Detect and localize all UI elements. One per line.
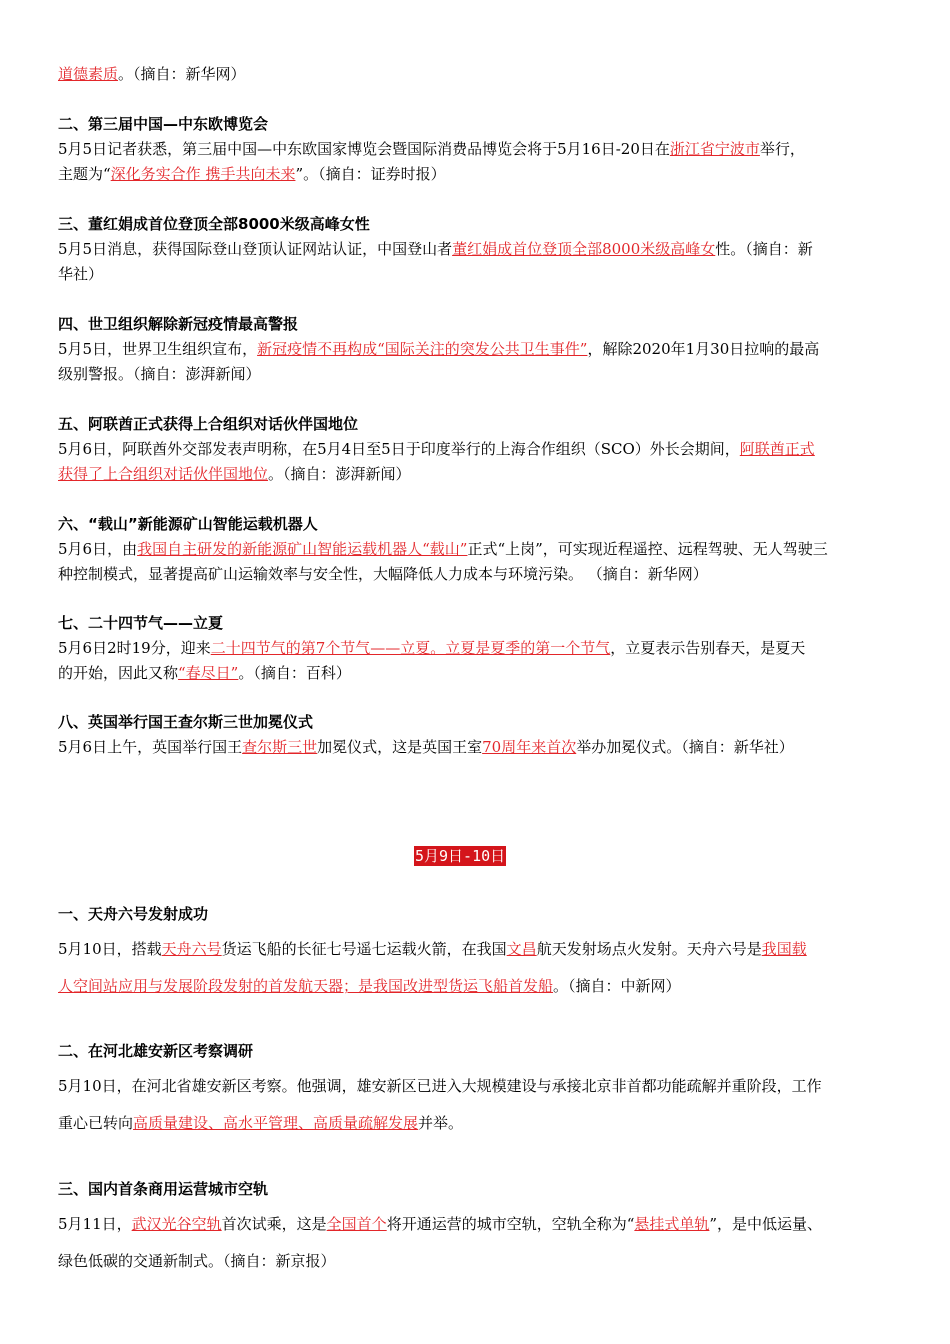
date-banner: 5月9日-10日 [415, 847, 506, 865]
news-body [58, 137, 898, 187]
body-text: 5月10日，在河北省雄安新区考察。他强调，雄安新区已进入大规模建设与承接北京非首都功能疏解并重阶段，工作 [58, 1077, 822, 1095]
body-text: 加冕仪式，这是英国王室 [317, 738, 483, 756]
body-text: 5月5日，世界卫生组织宣布， [58, 340, 258, 358]
body-text: 并举。 [418, 1114, 464, 1132]
body-text: 举办加冕仪式。（摘自：新华社） [576, 738, 794, 756]
body-text: ”，是中低运量、 [709, 1215, 823, 1233]
body-text: 级别警报。（摘自：澎湃新闻） [58, 365, 261, 383]
news-item [58, 312, 898, 387]
news-heading: 八、英国举行国王查尔斯三世加冕仪式 [58, 713, 314, 731]
body-text: 5月6日2时19分，迎来 [58, 639, 211, 657]
body-text: 。（摘自：澎湃新闻） [268, 465, 411, 483]
news-item [58, 611, 898, 686]
news-heading: 一、天舟六号发射成功 [58, 905, 209, 923]
news-body [58, 1068, 898, 1142]
body-text: 绿色低碳的交通新制式。（摘自：新京报） [58, 1252, 336, 1270]
body-text: 5月5日记者获悉，第三届中国—中东欧国家博览会暨国际消费品博览会将于5月16日-20日在 [58, 140, 670, 158]
body-text: 货运飞船的长征七号遥七运载火箭，在我国 [221, 940, 507, 958]
body-text: 航天发射场点火发射。天舟六号是 [536, 940, 762, 958]
intro-paragraph [58, 62, 898, 87]
news-body [58, 931, 898, 1005]
highlight-text: 我国自主研发的新能源矿山智能运载机器人“载山” [137, 540, 468, 558]
intro-block [58, 62, 898, 87]
highlight-text: 全国首个 [326, 1215, 387, 1233]
body-text: 华社） [58, 265, 104, 283]
news-body [58, 636, 898, 686]
highlight-text: 道德素质 [58, 65, 119, 83]
highlight-text: 查尔斯三世 [242, 738, 318, 756]
body-text: 种控制模式，显著提高矿山运输效率与安全性，大幅降低人力成本与环境污染。 （摘自：新华网） [58, 565, 708, 583]
highlight-text: 浙江省宁波市 [669, 140, 760, 158]
highlight-text: “春尽日” [178, 664, 239, 682]
highlight-text: 悬挂式单轨 [634, 1215, 710, 1233]
news-item [58, 512, 898, 587]
highlight-text: 高质量建设、高水平管理、高质量疏解发展 [133, 1114, 419, 1132]
body-text: 。（摘自：新华网） [118, 65, 246, 83]
body-text: 5月11日， [58, 1215, 132, 1233]
highlight-text: 我国载 [761, 940, 807, 958]
news-heading: 三、国内首条商用运营城市空轨 [58, 1180, 269, 1198]
body-text: 首次试乘，这是 [221, 1215, 327, 1233]
highlight-text: 新冠疫情不再构成“国际关注的突发公共卫生事件” [257, 340, 588, 358]
news-body [58, 437, 898, 487]
news-item [58, 212, 898, 287]
highlight-text: 武汉光谷空轨 [131, 1215, 222, 1233]
body-text: ，立夏表示告别春天，是夏天 [610, 639, 806, 657]
highlight-text: 70周年来首次 [482, 738, 577, 756]
news-heading: 五、阿联酋正式获得上合组织对话伙伴国地位 [58, 415, 359, 433]
highlight-text: 董红娟成首位登顶全部8000米级高峰女 [452, 240, 716, 258]
news-body [58, 735, 898, 760]
news-heading: 七、二十四节气——立夏 [58, 614, 224, 632]
news-item [58, 112, 898, 187]
highlight-text: 天舟六号 [161, 940, 222, 958]
news-item [58, 710, 898, 760]
news-body [58, 237, 898, 287]
body-text: 将开通运营的城市空轨，空轨全称为“ [386, 1215, 635, 1233]
body-text: 的开始，因此又称 [58, 664, 179, 682]
news-heading: 六、“载山”新能源矿山智能运载机器人 [58, 515, 318, 533]
news-body [58, 337, 898, 387]
body-text: 5月5日消息，获得国际登山登顶认证网站认证，中国登山者 [58, 240, 453, 258]
news-heading: 二、在河北雄安新区考察调研 [58, 1042, 254, 1060]
highlight-text: 人空间站应用与发展阶段发射的首发航天器；是我国改进型货运飞船首发船 [58, 977, 554, 995]
body-text: 性。（摘自：新 [715, 240, 813, 258]
news-item [58, 1177, 898, 1280]
news-item [58, 902, 898, 1005]
body-text: 5月6日上午，英国举行国王 [58, 738, 243, 756]
news-body [58, 1206, 898, 1280]
body-text: ”。（摘自：证券时报） [295, 165, 446, 183]
highlight-text: 二十四节气的第7个节气——立夏。立夏是夏季的第一个节气 [210, 639, 611, 657]
news-item [58, 412, 898, 487]
highlight-text: 文昌 [506, 940, 537, 958]
highlight-text: 获得了上合组织对话伙伴国地位 [58, 465, 269, 483]
body-text: 5月10日，搭载 [58, 940, 162, 958]
news-body [58, 537, 898, 587]
highlight-text: 深化务实合作 携手共向未来 [110, 165, 296, 183]
news-heading: 四、世卫组织解除新冠疫情最高警报 [58, 315, 299, 333]
body-text: ，解除2020年1月30日拉响的最高 [587, 340, 820, 358]
body-text: 正式“上岗”，可实现近程遥控、远程驾驶、无人驾驶三 [467, 540, 828, 558]
news-item [58, 1039, 898, 1142]
highlight-text: 阿联酋正式 [739, 440, 815, 458]
body-text: 重心已转向 [58, 1114, 134, 1132]
body-text: 。（摘自：中新网） [553, 977, 681, 995]
news-heading: 二、第三届中国—中东欧博览会 [58, 115, 269, 133]
body-text: 5月6日，由 [58, 540, 138, 558]
body-text: 主题为“ [58, 165, 111, 183]
news-heading: 三、董红娟成首位登顶全部8000米级高峰女性 [58, 215, 370, 233]
body-text: 5月6日，阿联酋外交部发表声明称，在5月4日至5日于印度举行的上海合作组织（SCO）外长会期间， [58, 440, 740, 458]
body-text: 举行， [759, 140, 805, 158]
body-text: 。（摘自：百科） [238, 664, 351, 682]
